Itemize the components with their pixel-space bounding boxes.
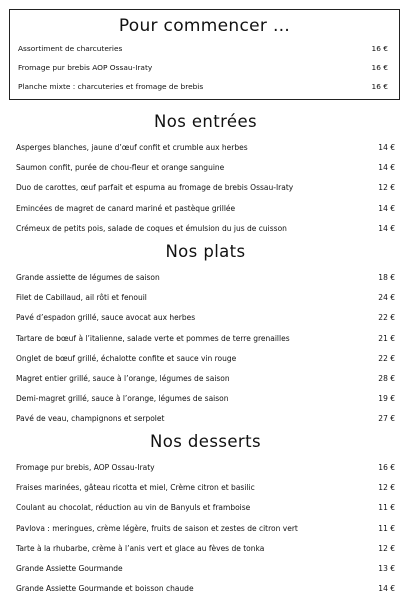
item-price: 14 € <box>378 223 395 233</box>
item-price: 28 € <box>378 373 395 383</box>
item-name: Grande assiette de légumes de saison <box>16 273 160 282</box>
item-name: Grande Assiette Gourmande et boisson chaude <box>16 584 194 594</box>
item-name: Fraises marinées, gâteau ricotta et miel, Crème citron et basilic <box>16 483 255 493</box>
item-price: 16 € <box>378 463 395 472</box>
menu-item <box>0 539 411 559</box>
desserts-title: Nos desserts <box>150 432 261 451</box>
item-name: Pavé d’espadon grillé, sauce avocat aux herbes <box>16 313 196 323</box>
item-price: 14 € <box>378 203 395 213</box>
plats-list <box>0 268 411 430</box>
plats-title: Nos plats <box>165 242 246 261</box>
menu-item <box>10 58 399 77</box>
menu-item <box>10 39 399 58</box>
item-name: Duo de carottes, œuf parfait et espuma au fromage de brebis Ossau-Iraty <box>16 183 294 193</box>
item-name: Asperges blanches, jaune d’œuf confit et crumble aux herbes <box>16 143 248 152</box>
item-price: 11 € <box>378 503 395 513</box>
item-price: 12 € <box>378 483 395 493</box>
starters-list <box>10 39 399 96</box>
item-price: 21 € <box>378 333 395 343</box>
menu-item <box>0 559 411 579</box>
menu-item <box>0 308 411 328</box>
menu-item <box>0 329 411 349</box>
item-price: 16 € <box>371 63 388 72</box>
item-name: Coulant au chocolat, réduction au vin de Banyuls et framboise <box>16 503 251 513</box>
item-price: 12 € <box>378 183 395 193</box>
item-price: 14 € <box>378 143 395 152</box>
menu-item <box>0 478 411 498</box>
starters-title: Pour commencer … <box>118 16 291 36</box>
item-name: Assortiment de charcuteries <box>18 44 123 53</box>
item-price: 27 € <box>378 414 395 424</box>
menu-item <box>0 138 411 158</box>
item-name: Emincées de magret de canard mariné et pastèque grillée <box>16 203 236 213</box>
menu-item <box>0 268 411 288</box>
item-name: Magret entier grillé, sauce à l’orange, légumes de saison <box>16 373 230 383</box>
item-price: 24 € <box>378 293 395 303</box>
item-name: Planche mixte : charcuteries et fromage de brebis <box>18 82 204 91</box>
item-price: 16 € <box>371 82 388 91</box>
item-price: 11 € <box>378 523 395 533</box>
menu-item <box>0 458 411 478</box>
menu-item <box>0 158 411 178</box>
item-price: 13 € <box>378 563 395 573</box>
item-price: 12 € <box>378 543 395 553</box>
menu-item <box>0 369 411 389</box>
item-price: 18 € <box>378 273 395 282</box>
entrees-section <box>0 110 411 239</box>
entrees-title: Nos entrées <box>153 112 258 131</box>
entrees-list <box>0 138 411 239</box>
menu-item <box>0 219 411 239</box>
menu-item <box>0 389 411 409</box>
menu-item <box>0 579 411 599</box>
menu-item <box>0 349 411 369</box>
item-price: 14 € <box>378 163 395 173</box>
menu-item <box>0 178 411 198</box>
item-name: Fromage pur brebis, AOP Ossau-Iraty <box>16 463 155 472</box>
desserts-list <box>0 458 411 599</box>
plats-section <box>0 240 411 430</box>
menu-item <box>0 519 411 539</box>
menu-item <box>0 199 411 219</box>
item-name: Demi-magret grillé, sauce à l’orange, légumes de saison <box>16 394 229 404</box>
menu-item <box>10 77 399 96</box>
item-name: Pavé de veau, champignons et serpolet <box>16 414 165 424</box>
item-price: 22 € <box>378 313 395 323</box>
item-price: 16 € <box>371 44 388 53</box>
item-name: Tartare de bœuf à l’italienne, salade verte et pommes de terre grenailles <box>16 333 290 343</box>
item-name: Onglet de bœuf grillé, échalotte confite et sauce vin rouge <box>16 353 237 363</box>
item-name: Tarte à la rhubarbe, crème à l’anis vert et glace au fèves de tonka <box>16 543 265 553</box>
item-name: Filet de Cabillaud, ail rôti et fenouil <box>16 293 147 303</box>
item-price: 19 € <box>378 394 395 404</box>
desserts-section <box>0 430 411 599</box>
item-price: 22 € <box>378 353 395 363</box>
menu-item <box>0 409 411 429</box>
item-name: Fromage pur brebis AOP Ossau-Iraty <box>18 63 153 72</box>
item-name: Crémeux de petits pois, salade de coques et émulsion du jus de cuisson <box>16 223 287 233</box>
item-name: Pavlova : meringues, crème légère, fruits de saison et zestes de citron vert <box>16 523 298 533</box>
item-name: Saumon confit, purée de chou-fleur et orange sanguine <box>16 163 225 173</box>
menu-item <box>0 288 411 308</box>
item-price: 14 € <box>378 584 395 594</box>
starters-box <box>9 9 400 100</box>
menu-item <box>0 498 411 518</box>
item-name: Grande Assiette Gourmande <box>16 563 123 573</box>
